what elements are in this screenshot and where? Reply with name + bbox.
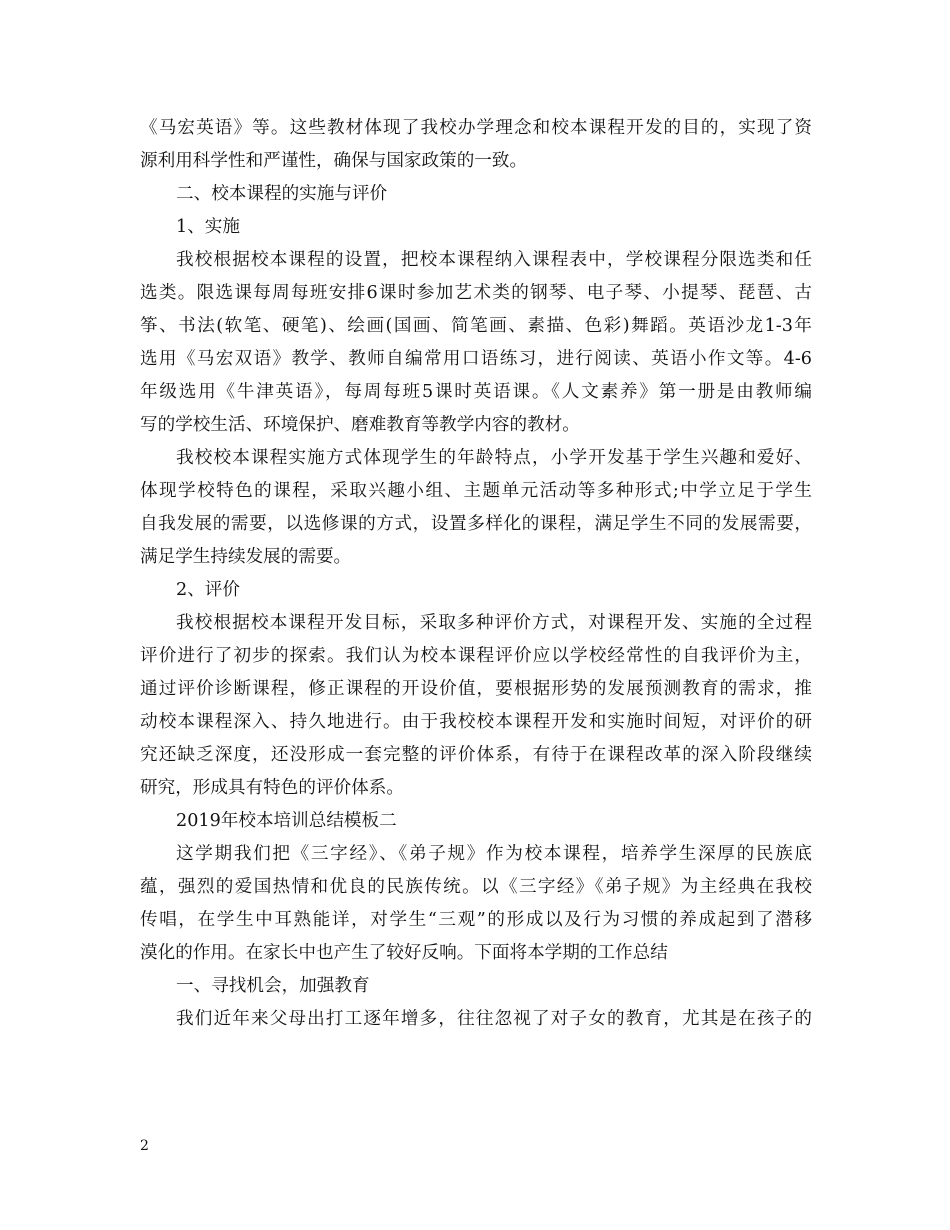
text-line: 2、评价 <box>176 580 240 600</box>
text-line: 年级选用《牛津英语》，每周每班5课时英语课。《人文素养》第一册是由教师编 <box>140 382 812 402</box>
text-line: 传唱，在学生中耳熟能详，对学生“三观”的形成以及行为习惯的养成起到了潜移 <box>140 910 812 930</box>
text-line: 1、实施 <box>176 217 240 237</box>
text-line: 满足学生持续发展的需要。 <box>140 547 352 567</box>
text-line: 蕴，强烈的爱国热情和优良的民族传统。以《三字经》《弟子规》为主经典在我校 <box>140 877 812 897</box>
text-line: 筝、书法(软笔、硬笔)、绘画(国画、简笔画、素描、色彩)舞蹈。英语沙龙1-3年 <box>140 316 812 336</box>
text-line: 研究，形成具有特色的评价体系。 <box>140 778 404 798</box>
text-line: 选类。限选课每周每班安排6课时参加艺术类的钢琴、电子琴、小提琴、琵琶、古 <box>140 283 812 303</box>
text-line: 选用《马宏双语》教学、教师自编常用口语练习，进行阅读、英语小作文等。4-6 <box>140 349 812 369</box>
text-line: 源利用科学性和严谨性，确保与国家政策的一致。 <box>140 151 528 171</box>
text-line: 自我发展的需要，以选修课的方式，设置多样化的课程，满足学生不同的发展需要， <box>140 514 812 534</box>
text-line: 二、校本课程的实施与评价 <box>176 184 388 204</box>
text-line: 《马宏英语》等。这些教材体现了我校办学理念和校本课程开发的目的，实现了资 <box>140 118 812 138</box>
text-line: 我校根据校本课程的设置，把校本课程纳入课程表中，学校课程分限选类和任 <box>176 250 812 270</box>
text-line: 我校校本课程实施方式体现学生的年龄特点，小学开发基于学生兴趣和爱好、 <box>176 448 812 468</box>
text-line: 我们近年来父母出打工逐年增多，往往忽视了对子女的教育，尤其是在孩子的 <box>176 1009 812 1029</box>
text-line: 一、寻找机会，加强教育 <box>176 976 370 996</box>
text-line: 评价进行了初步的探索。我们认为校本课程评价应以学校经常性的自我评价为主， <box>140 646 812 666</box>
text-line: 我校根据校本课程开发目标，采取多种评价方式，对课程开发、实施的全过程 <box>176 613 812 633</box>
text-line: 漠化的作用。在家长中也产生了较好反响。下面将本学期的工作总结 <box>140 943 668 963</box>
text-line: 通过评价诊断课程，修正课程的开设价值，要根据形势的发展预测教育的需求，推 <box>140 679 812 699</box>
text-line: 究还缺乏深度，还没形成一套完整的评价体系，有待于在课程改革的深入阶段继续 <box>140 745 812 765</box>
text-line: 这学期我们把《三字经》、《弟子规》作为校本课程，培养学生深厚的民族底 <box>176 844 812 864</box>
text-line: 体现学校特色的课程，采取兴趣小组、主题单元活动等多种形式;中学立足于学生 <box>140 481 812 501</box>
document-body <box>140 112 812 1036</box>
text-line: 写的学校生活、环境保护、磨难教育等教学内容的教材。 <box>140 415 580 435</box>
page-number: 2 <box>140 1138 149 1154</box>
text-line: 2019年校本培训总结模板二 <box>176 811 397 831</box>
text-line: 动校本课程深入、持久地进行。由于我校校本课程开发和实施时间短，对评价的研 <box>140 712 812 732</box>
